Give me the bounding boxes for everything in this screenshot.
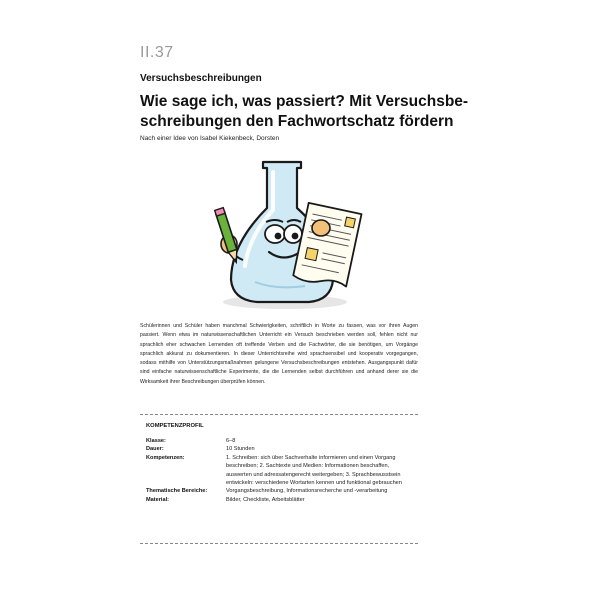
divider-top bbox=[140, 414, 418, 415]
title-line-1: Wie sage ich, was passiert? Mit Versuchsbe- bbox=[140, 93, 469, 110]
profile-value: 10 Stunden bbox=[226, 446, 255, 453]
profile-label: Klasse: bbox=[146, 438, 166, 444]
series-label: Versuchsbeschreibungen bbox=[140, 73, 262, 84]
profile-label: Kompetenzen: bbox=[146, 454, 185, 461]
competence-profile-table bbox=[146, 437, 414, 504]
intro-paragraph: Schülerinnen und Schüler haben manchmal Schwierigkeiten, schriftlich in Worte zu fassen, was vor ihren Augen passiert. Wenn etwa im naturwissenschaftlichen Unterricht ein Versuch beschrieben werden soll, fehlen nicht nur sprachlich eher schwachen Lernenden oft treffende Verben und die Fachwörter, die sie benötigen, um Vorgänge sprachlich akkurat zu dokumentieren. In dieser Unterrichtsreihe wird sprachsensibel und kooperativ vorgegangen, sodass mithilfe von Unterstützungsmaßnahmen gelungene Versuchsbeschreibungen entstehen. Ausgangspunkt dafür sind einfache naturwissenschaftliche Experimente, die die Lernenden selbst durchführen und anhand derer sie die Wirksamkeit ihrer Beschreibungen überprüfen können. bbox=[140, 323, 418, 385]
profile-value: 1. Schreiben: sich über Sachverhalte informieren und einen Vorgang beschreiben; 2. Sachtexte und Medien: Informationen beschaffen, auswerten und adressatengerecht weitergeben; 3. Sprachbewusstsein entwickeln: verschiedene Wortarten kennen und funktional gebrauchen bbox=[226, 454, 402, 487]
profile-value: 6–8 bbox=[226, 438, 236, 444]
page-title bbox=[140, 92, 469, 132]
profile-row-competences bbox=[146, 454, 414, 488]
profile-label: Thematische Bereiche: bbox=[146, 488, 208, 495]
profile-label: Dauer: bbox=[146, 446, 164, 453]
profile-value: Bilder, Checkliste, Arbeitsblätter bbox=[226, 496, 305, 503]
profile-row-material bbox=[146, 496, 414, 504]
profile-row-class bbox=[146, 437, 414, 445]
profile-value: Vorgangsbeschreibung, Informationsrecherche und -verarbeitung bbox=[226, 488, 388, 495]
title-line-2: schreibungen den Fachwortschatz fördern bbox=[140, 113, 454, 130]
section-code: II.37 bbox=[140, 44, 174, 61]
profile-row-duration bbox=[146, 445, 414, 453]
author-credit: Nach einer Idee von Isabel Kiekenbeck, Dorsten bbox=[140, 135, 280, 142]
profile-label: Material: bbox=[146, 496, 170, 503]
flask-illustration-icon bbox=[205, 156, 365, 312]
profile-row-topics bbox=[146, 487, 414, 495]
competence-profile-title: KOMPETENZPROFIL bbox=[146, 423, 204, 429]
divider-bottom bbox=[140, 543, 418, 544]
